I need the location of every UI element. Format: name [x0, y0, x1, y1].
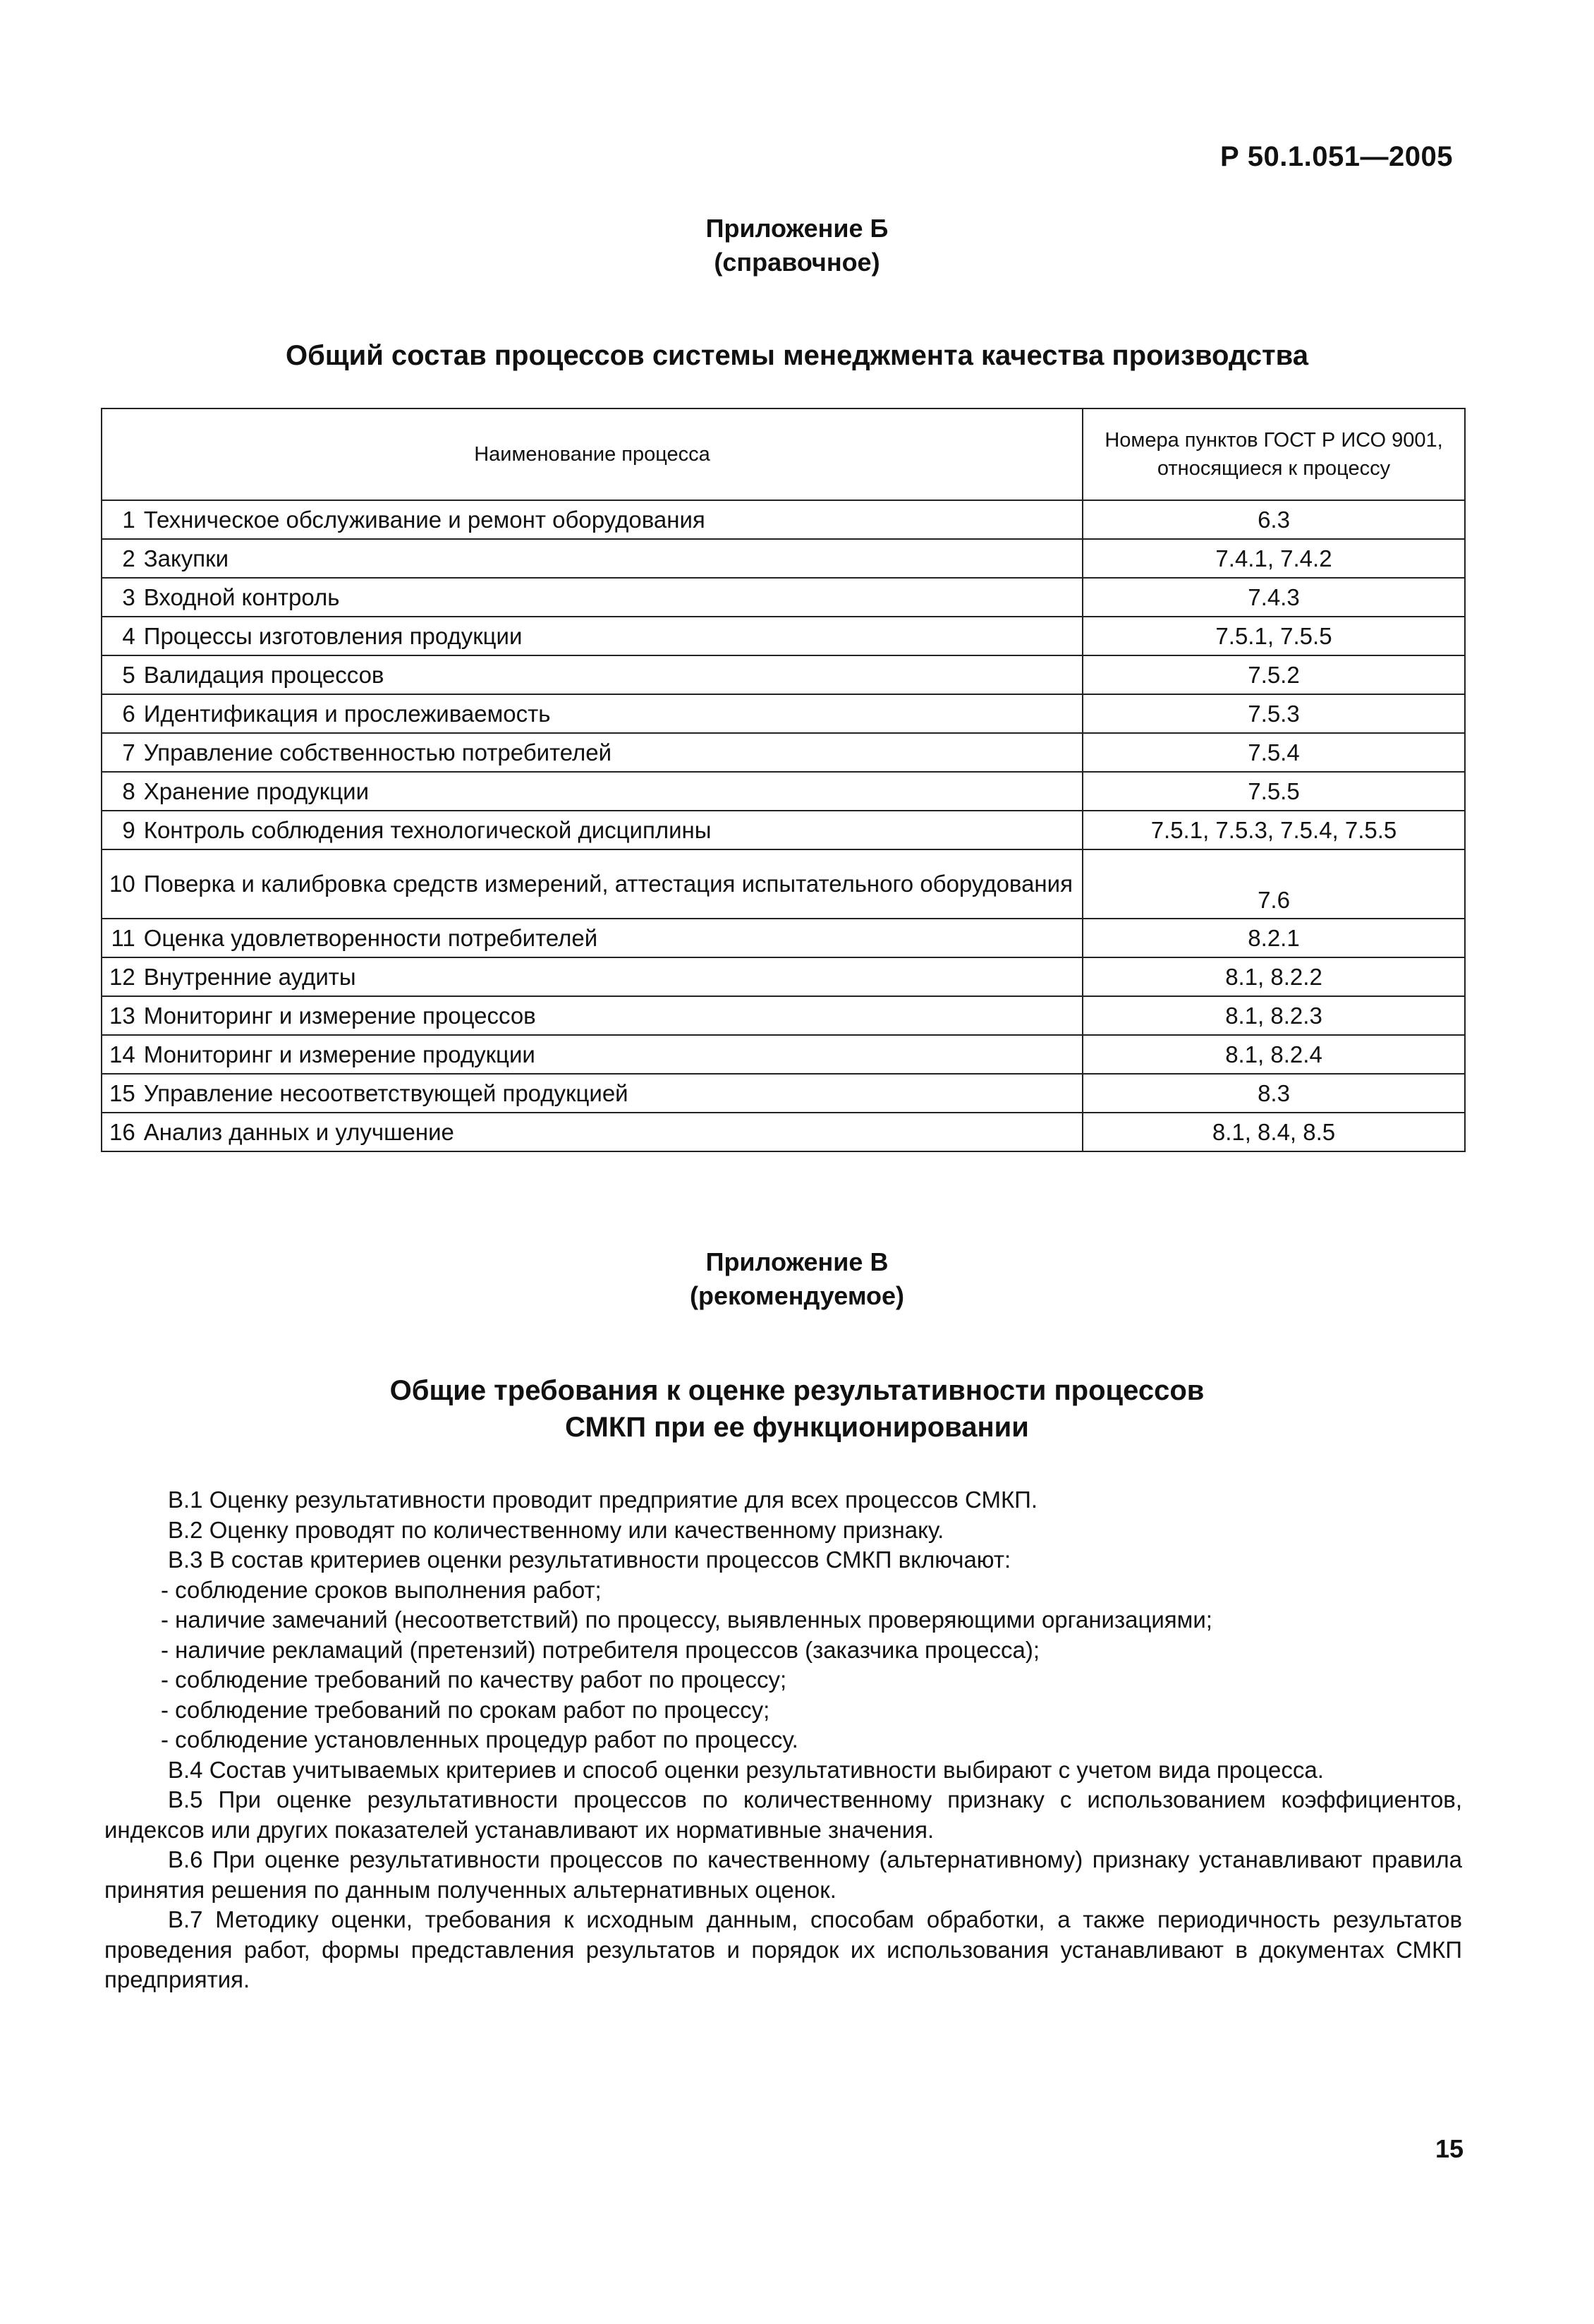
row-number: 6	[102, 694, 140, 733]
paragraph-v5: В.5 При оценке результативности процессов по количественному признаку с использованием коэффициентов, индексов или других показателей устанавливают их нормативные значения.	[104, 1786, 1462, 1843]
column-header-clauses: Номера пунктов ГОСТ Р ИСО 9001, относящиеся к процессу	[1083, 408, 1465, 500]
clauses-cell: 7.4.3	[1083, 578, 1465, 617]
table-row	[102, 957, 1465, 996]
process-name-cell: Процессы изготовления продукции	[140, 617, 1083, 655]
table-row	[102, 1035, 1465, 1074]
process-table	[101, 408, 1466, 1152]
process-name-cell: Внутренние аудиты	[140, 957, 1083, 996]
row-number: 1	[102, 500, 140, 539]
appendix-v-body	[104, 1485, 1462, 1995]
process-name-cell: Контроль соблюдения технологической дисциплины	[140, 811, 1083, 849]
table-row	[102, 539, 1465, 578]
process-name-cell: Входной контроль	[140, 578, 1083, 617]
row-number: 13	[102, 996, 140, 1035]
process-name-cell: Мониторинг и измерение продукции	[140, 1035, 1083, 1074]
appendix-v-heading-block	[0, 1372, 1594, 1446]
process-name-cell: Валидация процессов	[140, 655, 1083, 694]
paragraph-v4: В.4 Состав учитываемых критериев и способ оценки результативности выбирают с учетом вида процесса.	[168, 1756, 1324, 1783]
page-number: 15	[1435, 2134, 1464, 2163]
table-row	[102, 849, 1465, 919]
clauses-cell: 7.5.4	[1083, 733, 1465, 772]
appendix-b-title: Приложение Б	[705, 214, 889, 243]
clauses-cell: 8.2.1	[1083, 919, 1465, 957]
process-name-cell: Хранение продукции	[140, 772, 1083, 811]
row-number: 9	[102, 811, 140, 849]
document-code: Р 50.1.051—2005	[1220, 141, 1453, 172]
clauses-cell: 8.3	[1083, 1074, 1465, 1113]
clauses-cell: 7.5.2	[1083, 655, 1465, 694]
table-row	[102, 500, 1465, 539]
appendix-b-heading-block	[0, 337, 1594, 374]
table-header-row	[102, 408, 1465, 500]
table-row	[102, 655, 1465, 694]
table-row	[102, 694, 1465, 733]
clauses-cell: 7.5.1, 7.5.3, 7.5.4, 7.5.5	[1083, 811, 1465, 849]
row-number: 12	[102, 957, 140, 996]
row-number: 10	[102, 849, 140, 919]
table-row	[102, 1113, 1465, 1151]
clauses-cell: 6.3	[1083, 500, 1465, 539]
list-item: - соблюдение требований по качеству работ по процессу;	[161, 1666, 787, 1693]
clauses-cell: 8.1, 8.4, 8.5	[1083, 1113, 1465, 1151]
paragraph-v2: В.2 Оценку проводят по количественному или качественному признаку.	[168, 1516, 944, 1543]
process-name-cell: Управление собственностью потребителей	[140, 733, 1083, 772]
appendix-v-title: Приложение В	[705, 1247, 889, 1276]
row-number: 7	[102, 733, 140, 772]
process-name-cell: Анализ данных и улучшение	[140, 1113, 1083, 1151]
process-name-cell: Закупки	[140, 539, 1083, 578]
row-number: 8	[102, 772, 140, 811]
appendix-v-title-block	[0, 1245, 1594, 1313]
clauses-cell: 8.1, 8.2.3	[1083, 996, 1465, 1035]
row-number: 3	[102, 578, 140, 617]
process-name-cell: Техническое обслуживание и ремонт оборудования	[140, 500, 1083, 539]
table-row	[102, 811, 1465, 849]
row-number: 11	[102, 919, 140, 957]
process-name-cell: Мониторинг и измерение процессов	[140, 996, 1083, 1035]
clauses-cell: 7.4.1, 7.4.2	[1083, 539, 1465, 578]
table-row	[102, 996, 1465, 1035]
appendix-v-heading-line1: Общие требования к оценке результативности процессов	[389, 1375, 1205, 1406]
list-item: - соблюдение установленных процедур работ по процессу.	[161, 1726, 798, 1753]
process-name-cell: Оценка удовлетворенности потребителей	[140, 919, 1083, 957]
clauses-cell: 7.5.5	[1083, 772, 1465, 811]
clauses-cell: 7.5.1, 7.5.5	[1083, 617, 1465, 655]
column-header-process-name: Наименование процесса	[102, 408, 1083, 500]
table-row	[102, 919, 1465, 957]
process-name-cell: Идентификация и прослеживаемость	[140, 694, 1083, 733]
clauses-cell: 8.1, 8.2.2	[1083, 957, 1465, 996]
clauses-cell: 8.1, 8.2.4	[1083, 1035, 1465, 1074]
table-row	[102, 772, 1465, 811]
list-item: - наличие рекламаций (претензий) потребителя процессов (заказчика процесса);	[161, 1636, 1040, 1663]
appendix-b-title-block	[0, 212, 1594, 279]
appendix-v-type: (рекомендуемое)	[690, 1281, 904, 1310]
paragraph-v1: В.1 Оценку результативности проводит предприятие для всех процессов СМКП.	[168, 1487, 1038, 1513]
paragraph-v3: В.3 В состав критериев оценки результативности процессов СМКП включают:	[168, 1547, 1011, 1573]
clauses-cell: 7.5.3	[1083, 694, 1465, 733]
paragraph-v7: В.7 Методику оценки, требования к исходным данным, способам обработки, а также периодичность результатов проведения работ, формы представления результатов и порядок их использования устанавливают в документах СМКП предприятия.	[104, 1906, 1462, 1992]
list-item: - соблюдение сроков выполнения работ;	[161, 1576, 602, 1603]
process-table-body	[102, 500, 1465, 1151]
appendix-v-heading-line2: СМКП при ее функционировании	[565, 1412, 1029, 1443]
row-number: 5	[102, 655, 140, 694]
table-row	[102, 1074, 1465, 1113]
row-number: 15	[102, 1074, 140, 1113]
table-row	[102, 578, 1465, 617]
table-row	[102, 733, 1465, 772]
process-name-cell: Поверка и калибровка средств измерений, аттестация испытательного оборудования	[140, 849, 1083, 919]
row-number: 2	[102, 539, 140, 578]
row-number: 16	[102, 1113, 140, 1151]
row-number: 4	[102, 617, 140, 655]
row-number: 14	[102, 1035, 140, 1074]
paragraph-v6: В.6 При оценке результативности процессов по качественному (альтернативному) признаку устанавливают правила принятия решения по данным полученных альтернативных оценок.	[104, 1846, 1462, 1903]
appendix-b-heading: Общий состав процессов системы менеджмента качества производства	[286, 340, 1308, 371]
process-name-cell: Управление несоответствующей продукцией	[140, 1074, 1083, 1113]
list-item: - наличие замечаний (несоответствий) по процессу, выявленных проверяющими организациями;	[161, 1606, 1212, 1633]
table-row	[102, 617, 1465, 655]
appendix-b-type: (справочное)	[714, 248, 880, 277]
list-item: - соблюдение требований по срокам работ по процессу;	[161, 1696, 770, 1723]
clauses-cell: 7.6	[1083, 849, 1465, 919]
